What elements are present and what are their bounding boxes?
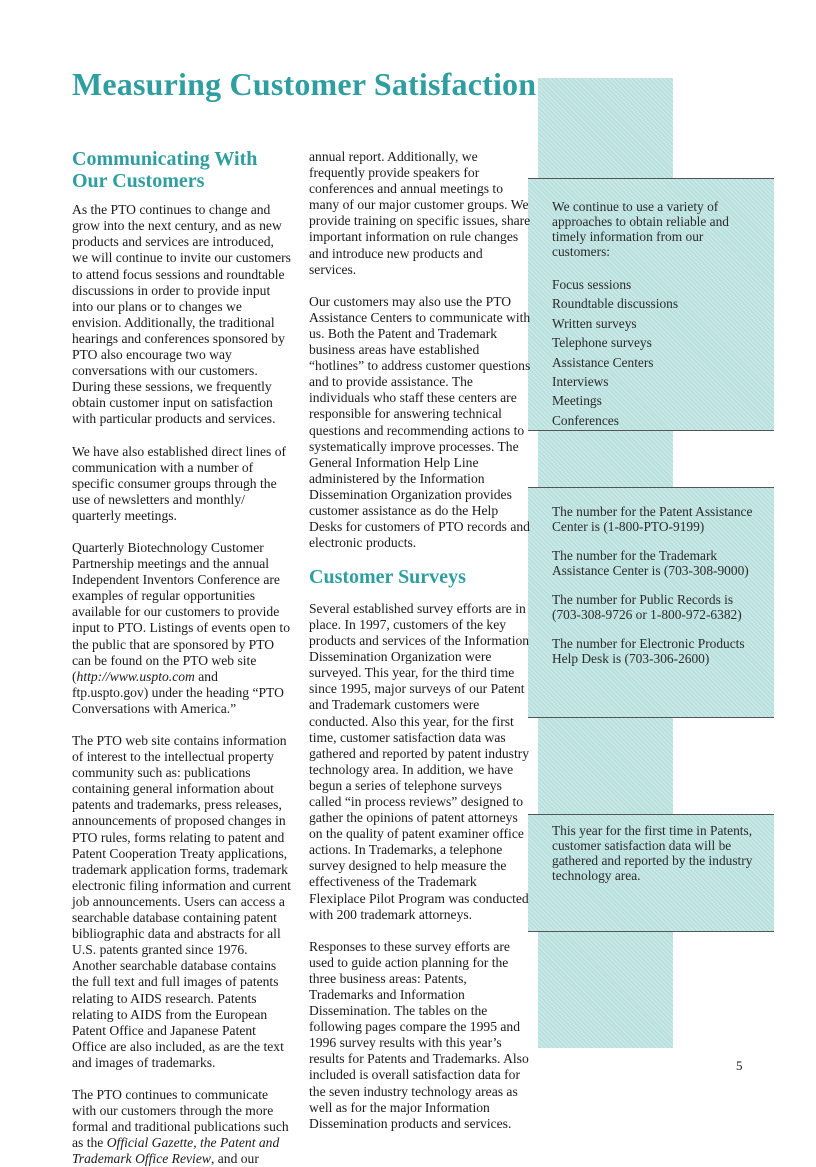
list-item: Roundtable discussions: [552, 296, 679, 312]
paragraph: We have also established direct lines of communication with a number of specific consumer groups through the use of newsletters and monthly/ quarterly meetings.: [72, 443, 287, 523]
approaches-list: [552, 277, 754, 428]
sidebar-bar-bottom: [538, 932, 673, 1048]
paragraph: Quarterly Biotechnology Customer Partnership meetings and the annual Independent Inventors Conference are examples of regular opportunities available for our customers to provide input to PTO. Listings of events open to the public that are sponsored by PTO can be found on the PTO web site (http://www.uspto.com and ftp.uspto.gov) under the heading “PTO Conversations with America.”: [72, 539, 290, 716]
public-records-number: The number for Public Records is (703-308-9726 or 1-800-972-6382): [552, 592, 742, 622]
sidebar-bar-2: [538, 431, 673, 487]
first-time-note-panel: [528, 814, 774, 932]
paragraph: annual report. Additionally, we frequently provide speakers for conferences and annual meetings to many of our major customer groups. We provide training on specific issues, share important information on rule changes and introduce new products and services.: [309, 149, 531, 277]
paragraph: The PTO continues to communicate with our customers through the more formal and traditional publications such as the Official Gazette, the Patent and Trademark Office Review, and our: [72, 1086, 289, 1167]
publication-titles: Official Gazette, the Patent and Trademark Office Review: [72, 1135, 280, 1167]
approaches-intro: We continue to use a variety of approaches to obtain reliable and timely information from our customers:: [552, 199, 729, 259]
paragraph: Several established survey efforts are in place. In 1997, customers of the key products and services of the Information Dissemination Organization were surveyed. This year, for the third time since 1995, major surveys of our Patent and Trademark customers were conducted. Also this year, for the first time, customer satisfaction data was gathered and reported by patent industry technology area. In addition, we have begun a series of telephone surveys called “in process reviews” designed to gather the opinions of patent attorneys on the quality of patent examiner office actions. In Trademarks, a telephone survey designed to help measure the effectiveness of the Trademark Flexiplace Pilot Program was conducted with 200 trademark attorneys.: [309, 600, 530, 922]
page-title: Measuring Customer Satisfaction: [72, 66, 537, 102]
patent-assistance-number: The number for the Patent Assistance Center is (1-800-PTO-9199): [552, 504, 753, 534]
list-item: Focus sessions: [552, 277, 632, 292]
list-item: Interviews: [552, 373, 609, 389]
list-item: Meetings: [552, 393, 602, 409]
column-1: [72, 149, 292, 1167]
website-link[interactable]: http://www.uspto.com: [76, 668, 195, 684]
phone-numbers-panel: [528, 487, 774, 718]
paragraph: The PTO web site contains information of interest to the intellectual property community such as: publications containing general information about patents and trademarks, press releases, announcements of proposed changes in PTO rules, forms relating to patent and Patent Cooperation Treaty applications, trademark application forms, trademark electronic filing information and current job announcements. Users can access a searchable database containing patent bibliographic data and abstracts for all U.S. patents granted since 1976. Another searchable database contains the full text and full images of patents relating to AIDS research. Patents relating to AIDS from the European Patent Office and Japanese Patent Office are also included, as are the text and images of trademarks.: [72, 733, 291, 1070]
trademark-assistance-number: The number for the Trademark Assistance Center is (703-308-9000): [552, 548, 749, 578]
list-item: Telephone surveys: [552, 335, 652, 351]
list-item: Assistance Centers: [552, 354, 654, 370]
communicating-heading: Communicating With Our Customers: [72, 148, 258, 192]
paragraph: As the PTO continues to change and grow into the next century, and as new products and services are introduced, we will continue to invite our customers to attend focus sessions and roundtable discussions in order to provide input into our plans or to changes we envision. Additionally, the traditional hearings and conferences sponsored by PTO also encourage two way conversations with our customers. During these sessions, we frequently obtain customer input on satisfaction with particular products and services.: [72, 202, 291, 427]
paragraph: Our customers may also use the PTO Assistance Centers to communicate with us. Both the Patent and Trademark business areas have established “hotlines” to address customer questions and to provide assistance. The individuals who staff these centers are responsible for answering technical questions and recommending actions to systematically improve processes. The General Information Help Line administered by the Information Dissemination Organization provides customer assistance as do the Help Desks for customers of PTO records and electronic products.: [309, 293, 531, 551]
list-item: Written surveys: [552, 315, 637, 331]
column-2: [309, 149, 531, 1132]
list-item: Conferences: [552, 412, 619, 428]
first-time-note: This year for the first time in Patents, customer satisfaction data will be gathered and reported by the industry technology area.: [552, 823, 753, 883]
electronic-products-number: The number for Electronic Products Help Desk is (703-306-2600): [552, 636, 745, 666]
approaches-panel: [528, 178, 774, 431]
customer-surveys-heading: Customer Surveys: [309, 566, 466, 589]
sidebar-bar-3: [538, 718, 673, 814]
sidebar-bar-top: [538, 78, 673, 178]
paragraph: Responses to these survey efforts are used to guide action planning for the three business areas: Patents, Trademarks and Information Dissemination. The tables on the following pages compare the 1995 and 1996 survey results with this year’s results for Patents and Trademarks. Also included is overall satisfaction data for the seven industry technology areas as well as for the major Information Dissemination products and services.: [309, 938, 529, 1131]
page-number: 5: [736, 1058, 743, 1073]
